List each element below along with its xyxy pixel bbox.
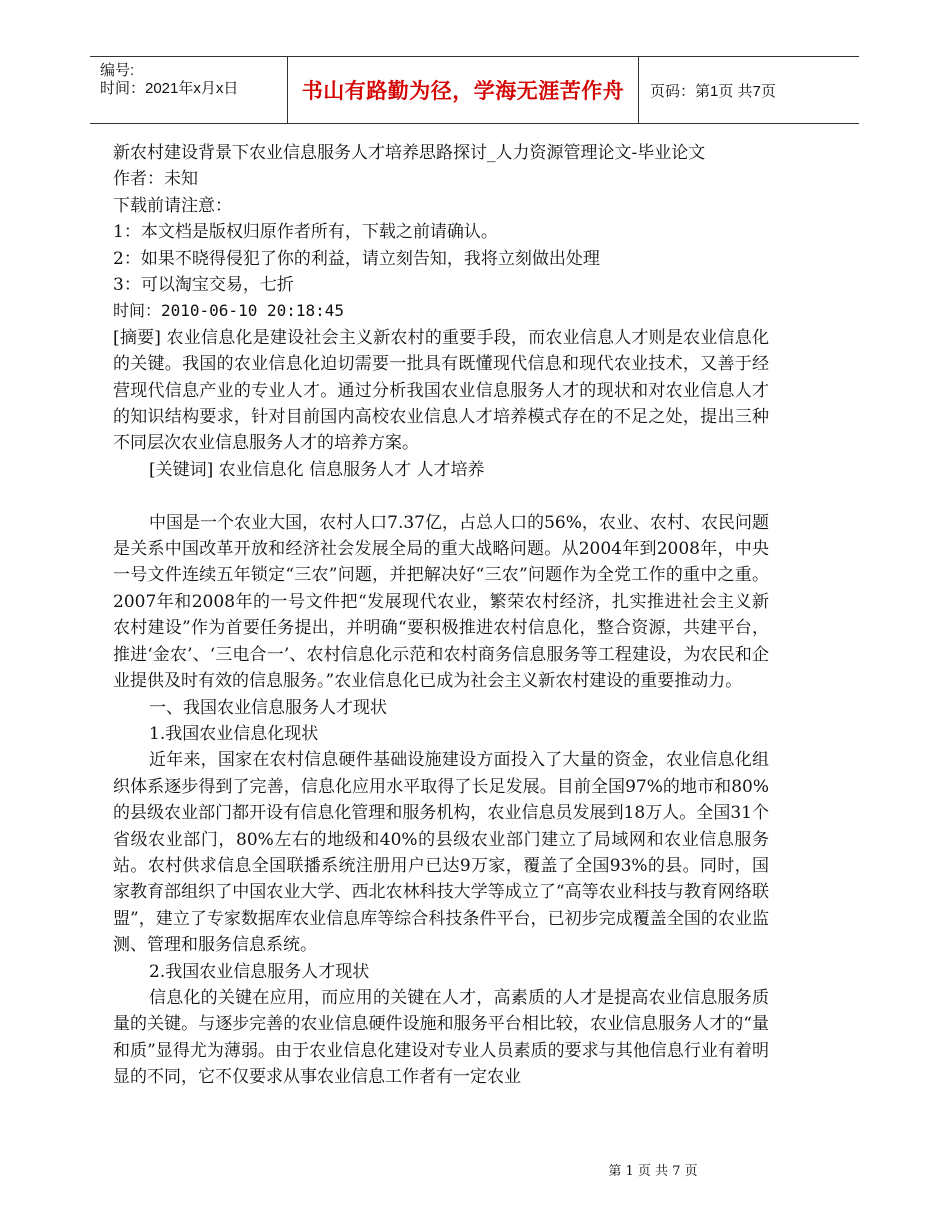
talent-paragraph: 信息化的关键在应用，而应用的关键在人才，高素质的人才是提高农业信息服务质量的关键。与逐步完善的农业信息硬件设施和服务平台相比较，农业信息服务人才的“量和质”显得尤为薄弱。由于农业信息化建设对专业人员素质的要求与其他信息行业有着明显的不同，它不仅要求从事农业信息工作者有一定农业 [113,987,769,1088]
footer-page-number: 第 1 页 共 7 页 [608,1164,698,1179]
notice-item-2: 2：如果不晓得侵犯了你的利益，请立刻告知，我将立刻做出处理 [113,248,600,269]
document-title: 新农村建设背景下农业信息服务人才培养思路探讨_人力资源管理论文-毕业论文 [113,143,706,163]
intro-paragraph: 中国是一个农业大国，农村人口7.37亿，占总人口的56%，农业、农村、农民问题是关系中国改革开放和经济社会发展全局的重大战略问题。从2004年到2008年，中央一号文件连续五年锁定“三农”问题，并把解决好“三农”问题作为全党工作的重中之重。2007年和2008年的一号文件把“发展现代农业，繁荣农村经济，扎实推进社会主义新农村建设”作为首要任务提出，并明确“要积极推进农村信息化，整合资源，共建平台，推进‘金农’、‘三电合一’、农村信息化示范和农村商务信息服务等工程建设，为农民和企业提供及时有效的信息服务。”农业信息化已成为社会主义新农村建设的重要推动力。 [113,512,769,692]
download-notice: 下载前请注意： [113,195,232,216]
header-page-cell [638,57,859,123]
notice-item-3: 3：可以淘宝交易，七折 [113,275,294,296]
timestamp-line: 时间：2010-06-10 20:18:45 [113,301,345,321]
header-meta-cell [90,57,286,123]
page-info: 页码：第1页 共7页 [650,82,776,100]
time-label: 时间：2021年x月x日 [100,80,239,97]
author-line: 作者：未知 [113,169,198,190]
document-body [113,140,769,1091]
section-heading-1: 一、我国农业信息服务人才现状 [149,697,387,718]
blank-line [113,483,769,509]
abstract-paragraph: [摘要] 农业信息化是建设社会主义新农村的重要手段，而农业信息人才则是农业信息化的关键。我国的农业信息化迫切需要一批具有既懂现代信息和现代农业技术，又善于经营现代信息产业的专业人才。通过分析我国农业信息服务人才的现状和对农业信息人才的知识结构要求，针对目前国内高校农业信息人才培养模式存在的不足之处，提出三种不同层次农业信息服务人才的培养方案。 [113,327,769,454]
notice-item-1: 1：本文档是版权归原作者所有，下载之前请确认。 [113,222,498,243]
keywords-line: [关键词] 农业信息化 信息服务人才 人才培养 [149,459,485,480]
document-header [90,56,859,124]
subheading-2: 2.我国农业信息服务人才现状 [149,961,370,982]
subheading-1: 1.我国农业信息化现状 [149,723,319,744]
motto-text: 书山有路勤为径，学海无涯苦作舟 [301,79,625,103]
header-motto-cell [287,57,639,123]
number-label: 编号: [100,62,135,79]
status-paragraph: 近年来，国家在农村信息硬件基础设施建设方面投入了大量的资金，农业信息化组织体系逐步得到了完善，信息化应用水平取得了长足发展。目前全国97%的地市和80%的县级农业部门都开设有信息化管理和服务机构，农业信息员发展到18万人。全国31个省级农业部门，80%左右的地级和40%的县级农业部门建立了局域网和农业信息服务站。农村供求信息全国联播系统注册用户已达9万家，覆盖了全国93%的县。同时，国家教育部组织了中国农业大学、西北农林科技大学等成立了“高等农业科技与教育网络联盟”，建立了专家数据库农业信息库等综合科技条件平台，已初步完成覆盖全国的农业监测、管理和服务信息系统。 [113,750,769,956]
page-footer [0,1160,950,1179]
